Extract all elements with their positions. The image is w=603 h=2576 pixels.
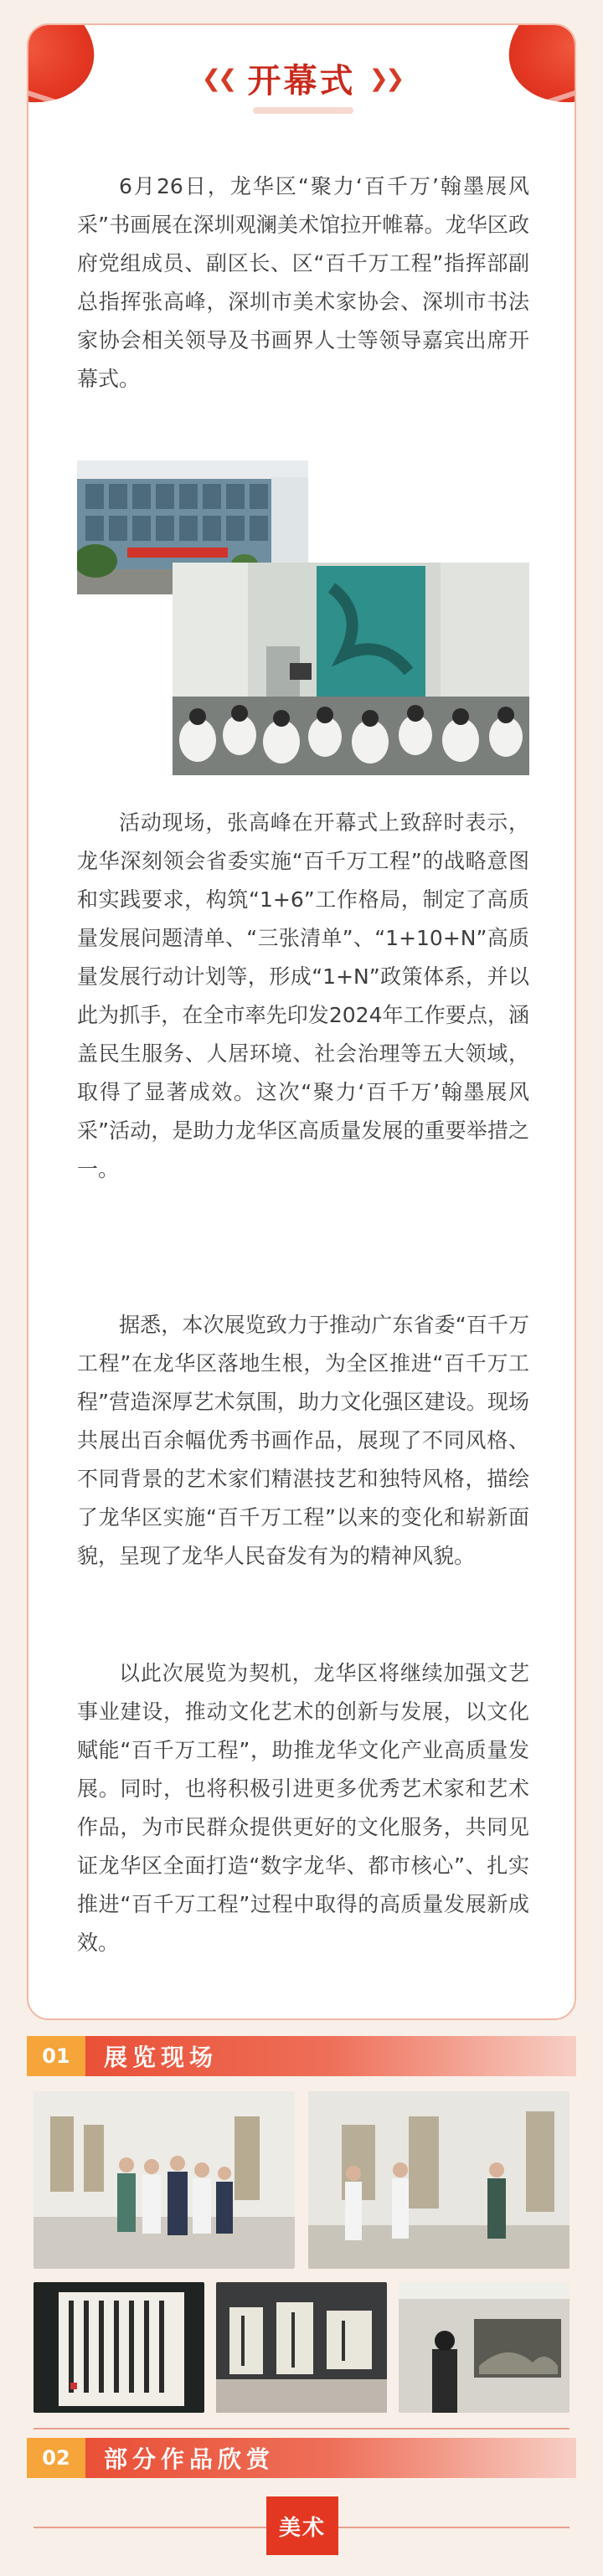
paragraph-intro: 6月26日，龙华区“聚力‘百千万’翰墨展风采”书画展在深圳观澜美术馆拉开帷幕。龙华区政府党组成员、副区长、区“百千万工程”指挥部副总指挥张高峰，深圳市美术家协会、深圳市书法家协会相关领导及书画界人士等领导嘉宾出席开幕式。 <box>77 174 529 391</box>
paragraph-outlook: 以此次展览为契机，龙华区将继续加强文艺事业建设，推动文化艺术的创新与发展，以文化赋能“百千万工程”，助推龙华文化产业高质量发展。同时，也将积极引进更多优秀艺术家和艺术作品，为市民群众提供更好的文化服务，共同见证龙华区全面打造“数字龙华、都市核心”、扎实推进“百千万工程”过程中取得的高质量发展新成效。 <box>77 1661 529 1955</box>
title-underline <box>253 107 353 114</box>
card-header <box>28 49 575 107</box>
photo-calligraphy-scroll <box>34 2282 204 2413</box>
section-number: 01 <box>27 2036 85 2076</box>
paragraph-exhibition: 据悉，本次展览致力于推动广东省委“百千万工程”在龙华区落地生根，为全区推进“百千万工程”营造深厚艺术氛围，助力文化强区建设。现场共展出百余幅优秀书画作品，展现了不同风格、不同背景的艺术家们精湛技艺和独特风格，描绘了龙华区实施“百千万工程”以来的变化和崭新面貌，呈现了龙华人民奋发有为的精神风貌。 <box>77 1313 529 1568</box>
laurel-left-icon: ❮❮ <box>201 64 234 92</box>
photo-calligraphy-wall <box>216 2282 387 2413</box>
section-header-02 <box>27 2438 576 2478</box>
photo-painting-viewer <box>399 2282 570 2413</box>
section-divider <box>34 2428 570 2429</box>
section-number: 02 <box>27 2438 85 2478</box>
photo-opening-ceremony <box>173 563 529 775</box>
laurel-right-icon: ❯❯ <box>368 64 402 92</box>
section-header-01 <box>27 2036 576 2076</box>
opening-ceremony-card <box>27 23 576 2020</box>
paragraph-speech: 活动现场，张高峰在开幕式上致辞时表示，龙华深刻领会省委实施“百千万工程”的战略意图和实践要求，构筑“1+6”工作格局，制定了高质量发展问题清单、“三张清单”、“1+10+N”高质量发展行动计划等，形成“1+N”政策体系，并以此为抓手，在全市率先印发2024年工作要点，涵盖民生服务、人居环境、社会治理等五大领域，取得了显著成效。这次“聚力‘百千万’翰墨展风采”活动，是助力龙华区高质量发展的重要举措之一。 <box>77 810 529 1181</box>
category-tag: 美术 <box>266 2496 338 2555</box>
section-title: 部分作品欣赏 <box>104 2445 276 2473</box>
photo-exhibition-visit-1 <box>34 2091 295 2269</box>
photo-exhibition-visit-2 <box>308 2091 570 2269</box>
section-title: 展览现场 <box>104 2044 219 2071</box>
page-title: 开幕式 <box>247 60 356 100</box>
